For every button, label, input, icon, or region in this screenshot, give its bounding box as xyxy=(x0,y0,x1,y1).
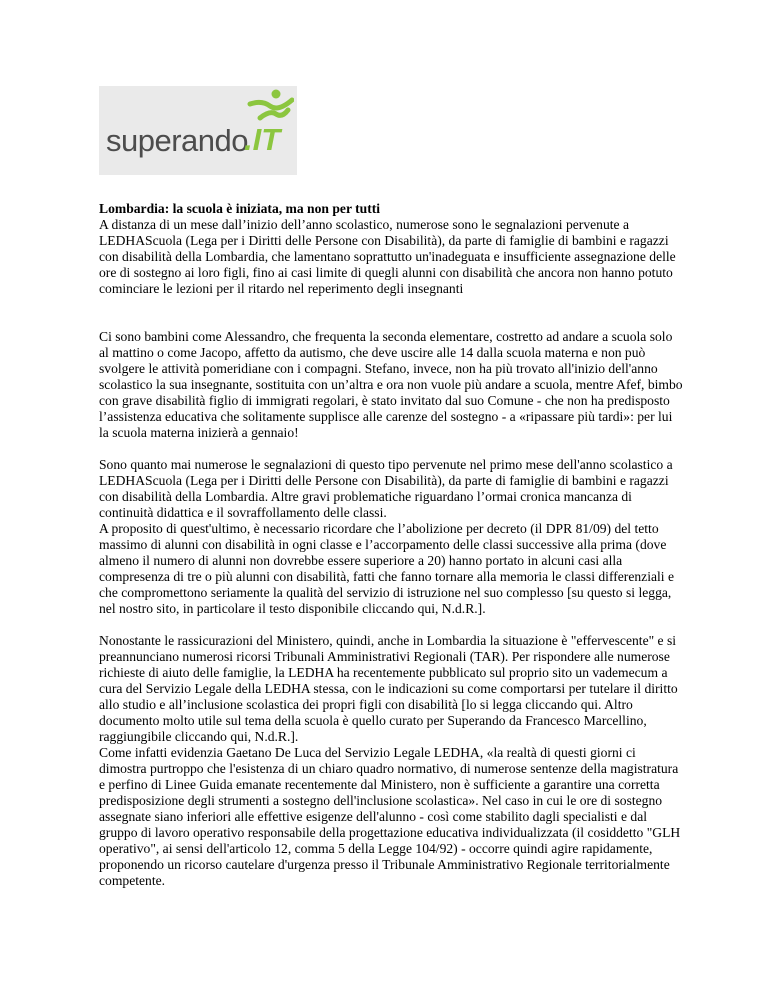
paragraph-2b: A proposito di quest'ultimo, è necessario ricordare che l’abolizione per decreto (il DPR 81/09) del tetto massimo di alunni con disabilità in ogni classe e l’accorpamento delle classi successive alla prima (dove almeno il numero di alunni non dovrebbe essere superiore a 20) hanno portato in alcuni casi alla compresenza di tre o più alunni con disabilità, fatti che fanno tornare alla memoria le classi differenziali e che compromettono seriamente la qualità del servizio di istruzione nel suo complesso [su questo si legga, nel nostro sito, in particolare il testo disponibile cliccando qui, N.d.R.]. xyxy=(99,521,674,616)
paragraph-2a: Sono quanto mai numerose le segnalazioni di questo tipo pervenute nel primo mese dell'anno scolastico a LEDHAScuola (Lega per i Diritti delle Persone con Disabilità), da parte di famiglie di bambini e ragazzi con disabilità della Lombardia. Altre gravi problematiche riguardano l’ormai cronica mancanza di continuità didattica e il sovraffollamento delle classi. xyxy=(99,457,673,520)
logo-domain: .IT xyxy=(244,122,281,157)
article-intro: A distanza di un mese dall’inizio dell’anno scolastico, numerose sono le segnalazioni pervenute a LEDHAScuola (Lega per i Diritti delle Persone con Disabilità), da parte di famiglie di bambini e ragazzi con disabilità della Lombardia, che lamentano soprattutto un'inadeguata e insufficiente assegnazione delle ore di sostegno ai loro figli, fino ai casi limite di quegli alunni con disabilità che ancora non hanno potuto cominciare le lezioni per il ritardo nel reperimento degli insegnanti xyxy=(99,217,676,296)
article-title: Lombardia: la scuola è iniziata, ma non per tutti xyxy=(99,201,381,216)
article-body xyxy=(99,201,683,889)
paragraph-3a: Nonostante le rassicurazioni del Ministero, quindi, anche in Lombardia la situazione è "effervescente" e si preannunciano numerosi ricorsi Tribunali Amministrativi Regionali (TAR). Per rispondere alle numerose richieste di aiuto delle famiglie, la LEDHA ha recentemente pubblicato sul proprio sito un vademecum a cura del Servizio Legale della LEDHA stessa, con le indicazioni su come comportarsi per tutelare il diritto allo studio e all’inclusione scolastica dei propri figli con disabilità [lo si legga cliccando qui. Altro documento molto utile sul tema della scuola è quello curato per Superando da Francesco Marcellino, raggiungibile cliccando qui, N.d.R.]. xyxy=(99,633,678,744)
superando-logo xyxy=(99,86,297,175)
paragraph-3b: Come infatti evidenzia Gaetano De Luca del Servizio Legale LEDHA, «la realtà di questi giorni ci dimostra purtroppo che l'esistenza di un chiaro quadro normativo, di numerose sentenze della magistratura e perfino di Linee Guida emanate recentemente dal Ministero, non è sufficiente a garantire una corretta predisposizione degli strumenti a sostegno dell'inclusione scolastica». Nel caso in cui le ore di sostegno assegnate siano inferiori alle effettive esigenze dell'alunno - così come stabilito dagli specialisti e dal gruppo di lavoro operativo responsabile della progettazione educativa individualizzata (il cosiddetto "GLH operativo", ai sensi dell'articolo 12, comma 5 della Legge 104/92) - occorre quindi agire rapidamente, proponendo un ricorso cautelare d'urgenza presso il Tribunale Amministrativo Regionale territorialmente competente. xyxy=(99,745,681,888)
logo-wordmark: superando xyxy=(106,123,249,158)
paragraph-1: Ci sono bambini come Alessandro, che frequenta la seconda elementare, costretto ad andare a scuola solo al mattino o come Jacopo, affetto da autismo, che deve uscire alle 14 dalla scuola materna e non può svolgere le attività pomeridiane con i compagni. Stefano, invece, non ha più trovato all'inizio dell'anno scolastico la sua insegnante, sostituita con un’altra e ora non vuole più andare a scuola, mentre Afef, bimbo con grave disabilità figlio di immigrati regolari, è stato invitato dal suo Comune - che non ha predisposto l’assistenza educativa che solitamente supplisce alle carenze del sostegno - a «ripassare più tardi»: per lui la scuola materna inizierà a gennaio! xyxy=(99,329,683,440)
